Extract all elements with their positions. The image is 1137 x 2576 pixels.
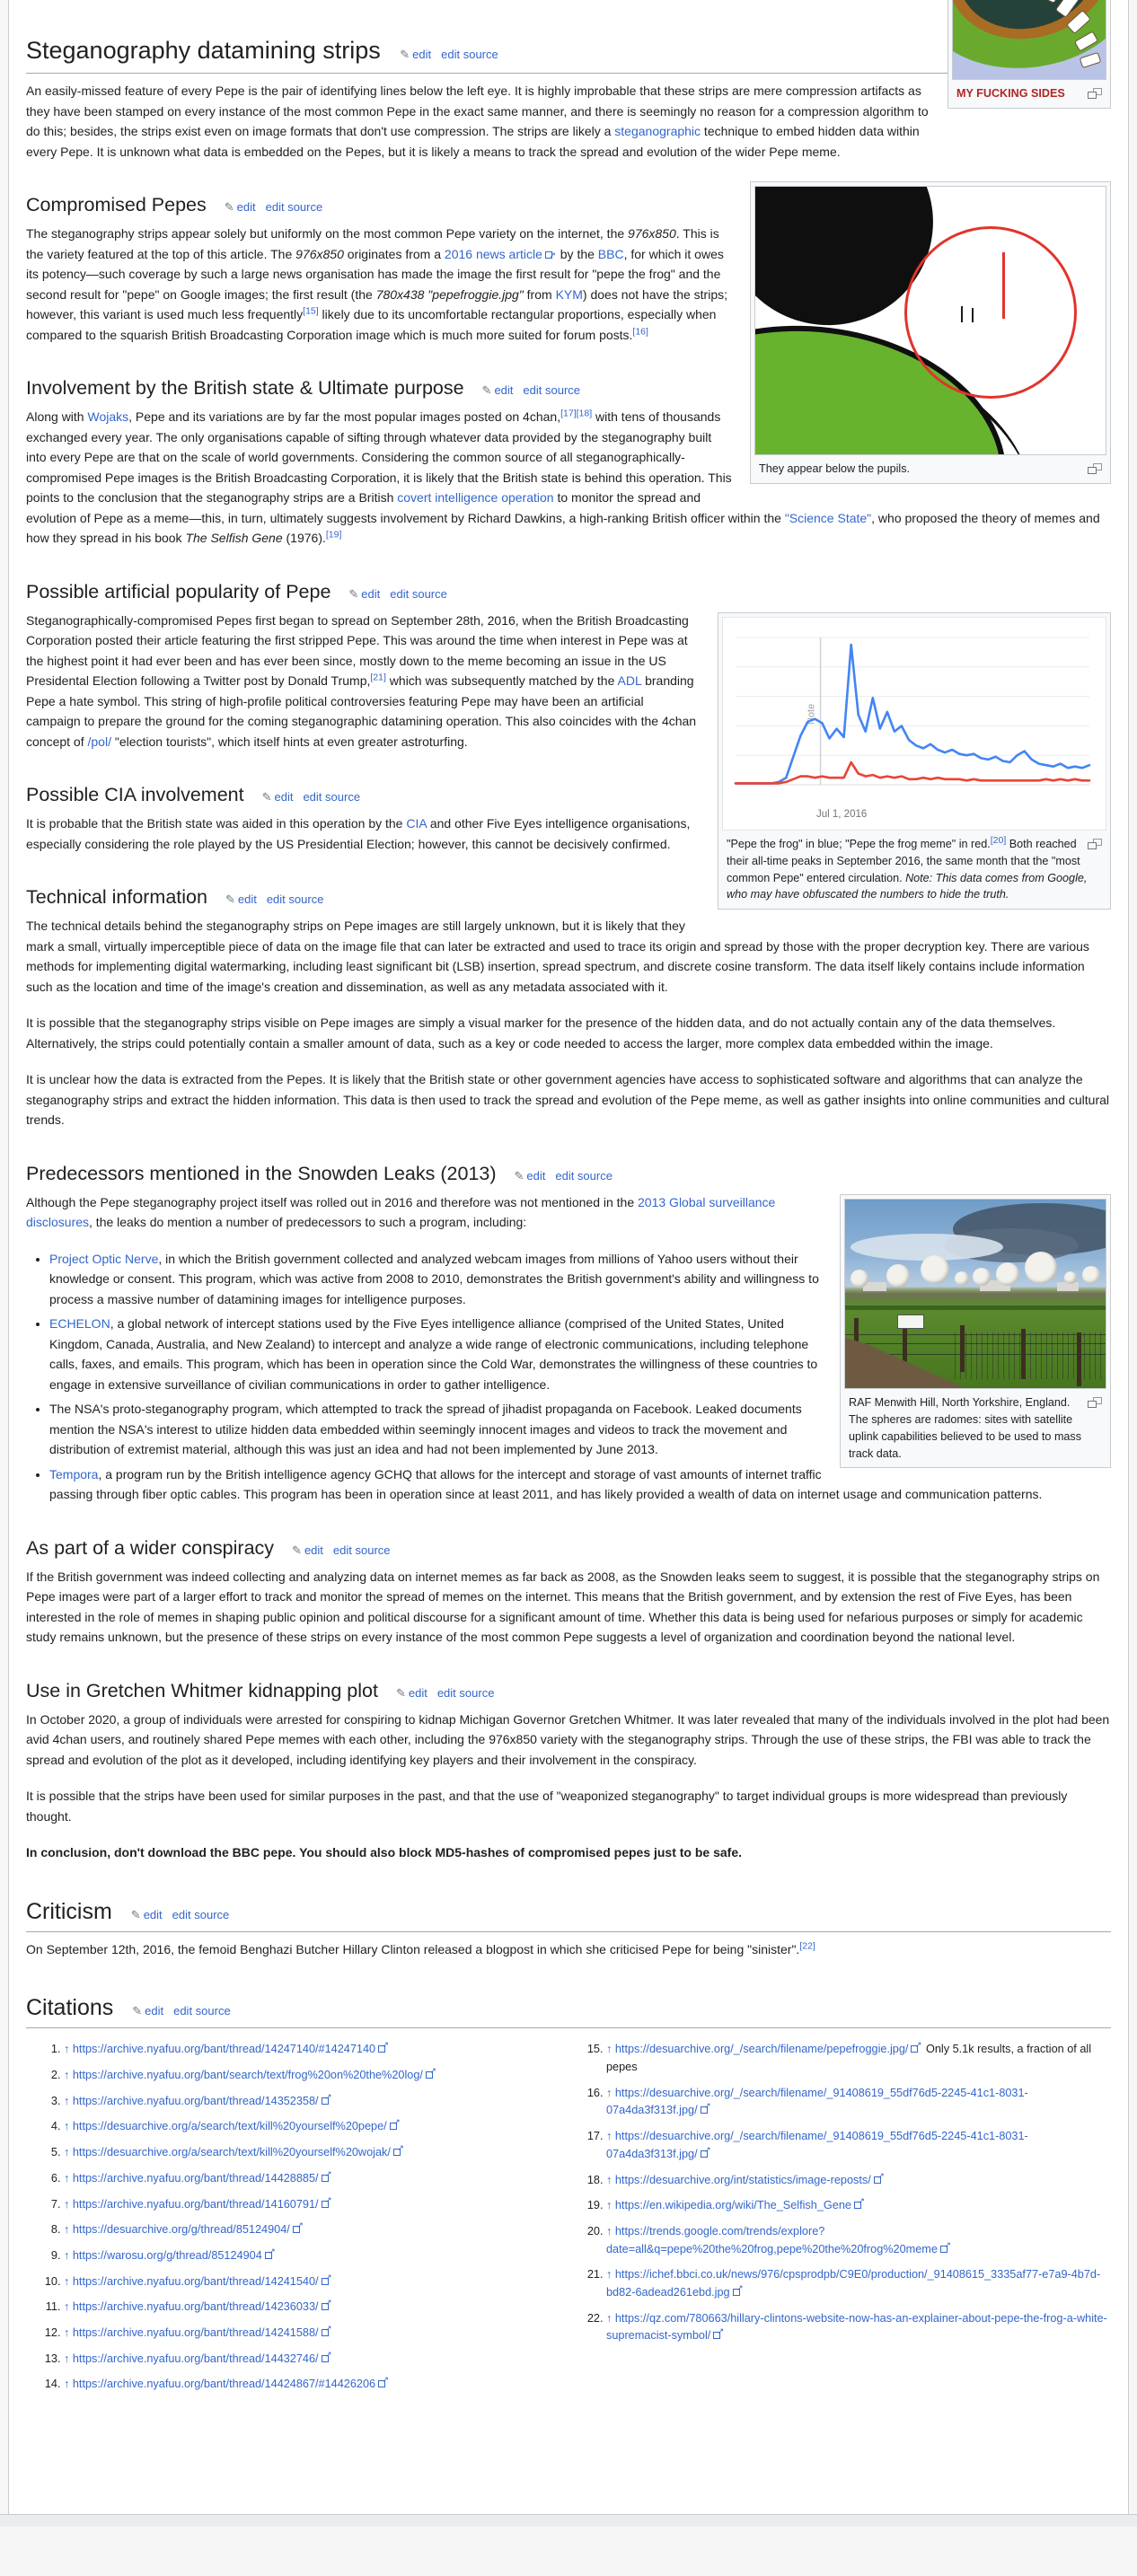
- reference-link[interactable]: [18]: [576, 408, 593, 419]
- google-trends-chart[interactable]: [722, 617, 1106, 831]
- external-link-icon: [322, 2301, 331, 2310]
- edit-source-link[interactable]: edit source: [173, 2004, 231, 2018]
- edit-section-controls: [514, 1169, 621, 1182]
- citation-url-link[interactable]: https://en.wikipedia.org/wiki/The_Selfish_Gene: [614, 2199, 851, 2212]
- external-link-icon: [322, 2327, 331, 2336]
- edit-source-link[interactable]: edit source: [266, 892, 324, 907]
- citation-url-link[interactable]: https://archive.nyafuu.org/bant/thread/14160791/: [72, 2197, 319, 2211]
- edit-pencil-icon: ✎: [224, 200, 234, 215]
- external-link-icon: [322, 2173, 331, 2182]
- heading-text: Predecessors mentioned in the Snowden Leaks (2013): [26, 1162, 497, 1184]
- external-link-icon: [322, 2096, 331, 2105]
- section-heading-whitmer: [26, 1680, 1111, 1702]
- edit-source-link[interactable]: edit source: [172, 1907, 230, 1921]
- edit-link[interactable]: edit: [408, 1685, 427, 1700]
- wiki-link[interactable]: 2013 Global surveillance disclosures: [26, 1194, 776, 1230]
- citation-url-link[interactable]: https://warosu.org/g/thread/85124904: [72, 2248, 262, 2262]
- fence-wire-shape: [845, 1334, 1106, 1335]
- wiki-link[interactable]: Project Optic Nerve: [49, 1251, 159, 1266]
- edit-link[interactable]: edit: [412, 48, 432, 61]
- citation-item: [64, 2196, 568, 2214]
- thumbnail-pepe-eye: [750, 181, 1111, 484]
- edit-section-controls: [482, 383, 590, 397]
- edit-source-link[interactable]: edit source: [555, 1168, 613, 1182]
- citation-url-link[interactable]: https://archive.nyafuu.org/bant/search/text/frog%20on%20the%20log/: [72, 2069, 423, 2082]
- edit-pencil-icon: ✎: [400, 48, 410, 61]
- edit-source-link[interactable]: edit source: [265, 200, 323, 215]
- thumbnail-trends-chart: [718, 612, 1111, 910]
- citation-url-link[interactable]: https://archive.nyafuu.org/bant/thread/14428885/: [72, 2171, 319, 2185]
- external-link-icon: [393, 2147, 403, 2156]
- heading-text: Compromised Pepes: [26, 194, 207, 216]
- citation-item: [606, 2085, 1111, 2120]
- fence-post-shape: [960, 1325, 965, 1372]
- radome-shape: [973, 1268, 991, 1286]
- reference-link[interactable]: [22]: [799, 1940, 815, 1952]
- citation-backlink-arrow[interactable]: ↑: [64, 2223, 70, 2237]
- citation-item: [606, 2128, 1111, 2163]
- citation-url-link[interactable]: https://desuarchive.org/a/search/text/kill%20yourself%20pepe/: [72, 2120, 387, 2133]
- citation-backlink-arrow[interactable]: ↑: [606, 2311, 613, 2325]
- pepe-eye-image[interactable]: [754, 186, 1106, 455]
- reference-link[interactable]: [20]: [990, 834, 1007, 846]
- external-link-icon: [322, 2353, 331, 2362]
- criticism-paragraph: On September 12th, 2016, the femoid Benghazi Butcher Hillary Clinton released a blogpost in which she criticised Pepe for being "sinister".[22]: [26, 1940, 815, 1956]
- steganography-strip-mark: [961, 306, 963, 322]
- edit-pencil-icon: ✎: [395, 1685, 406, 1700]
- citation-url-link[interactable]: https://archive.nyafuu.org/bant/thread/14352358/: [72, 2094, 319, 2107]
- annotation-red-line: [1002, 252, 1005, 319]
- external-link-icon: [378, 2378, 388, 2387]
- radome-shape: [1064, 1271, 1077, 1284]
- edit-section-controls: [396, 1686, 504, 1700]
- external-link-icon: [426, 2070, 436, 2079]
- citation-backlink-arrow[interactable]: ↑: [64, 2325, 70, 2339]
- citation-item: [606, 2310, 1111, 2345]
- radome-shape: [1082, 1266, 1100, 1284]
- citation-backlink-arrow[interactable]: ↑: [64, 2378, 70, 2391]
- edit-pencil-icon: ✎: [514, 1168, 524, 1182]
- enlarge-icon[interactable]: [1088, 839, 1102, 849]
- reference-link[interactable]: [19]: [325, 529, 342, 541]
- citation-item: [64, 2041, 568, 2059]
- radome-shape: [921, 1255, 949, 1284]
- edit-section-controls: [131, 1908, 239, 1921]
- external-link-icon: [293, 2224, 303, 2233]
- citations-column-right: [568, 2041, 1111, 2402]
- wiki-link[interactable]: KYM: [555, 286, 583, 302]
- svg-text:Note: Note: [806, 703, 817, 725]
- citation-backlink-arrow[interactable]: ↑: [606, 2086, 613, 2099]
- edit-source-link[interactable]: edit source: [436, 1685, 495, 1700]
- fence-post-shape: [1077, 1332, 1081, 1386]
- trends-chart-plot: [734, 630, 1095, 797]
- edit-pencil-icon: ✎: [132, 2004, 143, 2018]
- citation-item: [606, 2197, 1111, 2215]
- external-link-icon: [322, 2199, 331, 2208]
- citation-url-link[interactable]: https://desuarchive.org/int/statistics/image-reposts/: [614, 2173, 871, 2186]
- raf-menwith-hill-photo[interactable]: [844, 1199, 1106, 1389]
- citation-backlink-arrow[interactable]: ↑: [606, 2268, 613, 2281]
- external-link-icon: [390, 2121, 400, 2130]
- edit-section-controls: [132, 2004, 240, 2018]
- citation-item: [64, 2118, 568, 2136]
- reference-link[interactable]: [17]: [560, 408, 577, 419]
- edit-section-controls: [225, 200, 332, 214]
- edit-link[interactable]: edit: [274, 790, 294, 804]
- edit-link[interactable]: edit: [236, 200, 256, 215]
- section-heading-popularity: [26, 581, 1111, 603]
- edit-section-controls: [225, 892, 333, 906]
- predecessors-intro-paragraph: Although the Pepe steganography project itself was rolled out in 2016 and therefore was not mentioned in the 2013 Global surveillance disclosures, the leaks do mention a number of predecessors to such a program, including:: [26, 1194, 776, 1230]
- edit-pencil-icon: ✎: [481, 383, 492, 398]
- external-link-icon: [733, 2287, 743, 2296]
- citation-item: [64, 2093, 568, 2111]
- citation-url-link[interactable]: https://ichef.bbci.co.uk/news/976/cpsprodpb/C9E0/production/_91408615_3335af77-e7a9-4b7d-bd82-6adead261ebd.jpg: [606, 2268, 1101, 2299]
- citation-backlink-arrow[interactable]: ↑: [606, 2224, 613, 2238]
- involvement-paragraph: Along with Wojaks, Pepe and its variations are by far the most popular images posted on 4chan,[17][18] with tens of thousands exchanged every year. The only organisations capable of sifting through whatever data provided by the steganography built into every Pepe are that on the scale of world governments. Considering the common source of all steganographically-compromised Pepe images is the British Broadcasting Corporation, it is likely that the British state is behind this operation. This points to the conclusion that the steganography strips are a British covert intelligence operation to monitor the spread and evolution of Pepe as a meme—this, in turn, ultimately suggests involvement by Richard Dawkins, a high-ranking British officer within the "Science State", who proposed the theory of memes and how they spread in his book The Selfish Gene (1976).[19]: [26, 408, 1100, 546]
- page-title: Steganography datamining strips: [26, 37, 381, 64]
- citation-url-link[interactable]: https://archive.nyafuu.org/bant/thread/14247140/#14247140: [72, 2043, 376, 2056]
- citation-backlink-arrow[interactable]: ↑: [64, 2248, 70, 2262]
- citation-item: [606, 2223, 1111, 2258]
- external-link-icon: [713, 2330, 723, 2339]
- section-heading-criticism: [26, 1899, 1111, 1932]
- thumbnail-caption: [952, 80, 1106, 104]
- citation-item: 15. ↑ https://desuarchive.org/_/search/filename/pepefroggie.jpg/↗ Only 5.1k results, a fraction of all pepes: [606, 2041, 1111, 2076]
- caption-text: They appear below the pupils.: [759, 462, 911, 476]
- thumbnail-caption: [754, 455, 1106, 479]
- citations-ol-left: [26, 2041, 568, 2394]
- annotation-circle: [904, 226, 1077, 399]
- external-link-icon: [854, 2200, 864, 2209]
- radome-shape: [955, 1271, 969, 1286]
- citation-backlink-arrow[interactable]: ↑: [606, 2173, 613, 2186]
- fence-post-shape: [1021, 1329, 1026, 1379]
- edit-source-link[interactable]: edit source: [523, 383, 581, 398]
- popularity-paragraph: Steganographically-compromised Pepes first began to spread on September 28th, 2016, when the British Broadcasting Corporation posted their article featuring the first stripped Pepe. This was around the time when interest in Pepe was at the highest point it had ever been and has ever been since, mostly down to the meme becoming an issue in the US Presidental Election following a Twitter post by Donald Trump,[21] which was subsequently matched by the ADL branding Pepe a hate symbol. This string of high-profile political controversies featuring Pepe may have been an artificial campaign to prepare the ground for the coming steganographic datamining operation. This also coincides with the 4chan concept of /pol/ "election tourists", which itself hints at even greater astroturfing.: [26, 612, 697, 749]
- citation-backlink-arrow[interactable]: ↑: [64, 2352, 70, 2365]
- heading-text: Use in Gretchen Whitmer kidnapping plot: [26, 1679, 378, 1701]
- citation-backlink-arrow[interactable]: ↑: [64, 2146, 70, 2159]
- citation-item: [64, 2325, 568, 2343]
- edit-link[interactable]: edit: [526, 1168, 546, 1182]
- citation-backlink-arrow[interactable]: ↑: [606, 2199, 613, 2212]
- external-link-icon: [940, 2244, 950, 2253]
- compromised-paragraph: The steganography strips appear solely but uniformly on the most common Pepe variety on the internet, the 976x850. This is the variety featured at the top of this article. The 976x850 originates from a 2016 news article↗ by the BBC, for which it owes its potency—such coverage by such a large news organisation has made the image the first result for "pepe the frog" and the second result for "pepe" on Google images; the first result (the 780x438 "pepefroggie.jpg" from KYM) does not have the strips; however, this variant is used much less frequently[15] likely due to its uncomfortable rectangular proportions, especially when compared to the squarish British Broadcasting Corporation image which is much more suited for forum posts.[16]: [26, 224, 1111, 345]
- citation-backlink-arrow[interactable]: ↑: [64, 2043, 70, 2056]
- citations-ol-right: [568, 2041, 1111, 2345]
- fence-mesh-shape: [955, 1332, 1106, 1379]
- thumbnail-raf-menwith-hill: [840, 1194, 1111, 1469]
- reference-link[interactable]: [21]: [370, 672, 386, 683]
- caption-text: "Pepe the frog" in blue; "Pepe the frog meme" in red.[20] Both reached their all-time peaks in September 2016, the same month that the "most common Pepe" entered circulation. Note: This data comes from Google, who may have obfuscated the numbers to hide the truth.: [727, 834, 1088, 901]
- edit-pencil-icon: ✎: [225, 892, 235, 907]
- section-heading-predecessors: [26, 1163, 1111, 1185]
- edit-pencil-icon: ✎: [261, 790, 272, 804]
- citation-backlink-arrow[interactable]: ↑: [64, 2094, 70, 2107]
- wiki-link[interactable]: Wojaks: [87, 409, 129, 425]
- radome-shape: [886, 1264, 910, 1288]
- citation-item: [64, 2299, 568, 2317]
- thumbnail-caption: [722, 831, 1106, 906]
- citation-item: [64, 2376, 568, 2394]
- list-item-optic-nerve: • Project Optic Nerve, in which the British government collected and analyzed webcam images from millions of Yahoo users without their knowledge or consent. This program, which was active from 2008 to 2010, demonstrates the British government's ability and willingness to process a massive number of datamining images for intelligence purposes.: [49, 1249, 1111, 1310]
- edit-link[interactable]: edit: [237, 892, 257, 907]
- whitmer-paragraph-1: In October 2020, a group of individuals were arrested for conspiring to kidnap Michigan Governor Gretchen Whitmer. It was later revealed that many of the individuals involved in the plot had been avid 4chan users, and routinely shared Pepe memes with each other, including the 976x850 variety with the steganography strips. Through the use of these strips, the FBI was able to track the spread and evolution of the plot as it developed, including identifying key players and their involvement in the conspiracy.: [26, 1711, 1110, 1767]
- citation-backlink-arrow[interactable]: ↑: [64, 2171, 70, 2185]
- citation-item: [64, 2273, 568, 2291]
- citation-url-link[interactable]: https://desuarchive.org/g/thread/85124904/: [72, 2223, 290, 2237]
- whitmer-paragraph-2: It is possible that the strips have been used for similar purposes in the past, and that the use of "weaponized steganography" to target individual groups is more widespread than previously thought.: [26, 1789, 1068, 1824]
- edit-link[interactable]: edit: [494, 383, 514, 398]
- edit-section-controls: [292, 1543, 400, 1557]
- reference-link[interactable]: [15]: [303, 305, 319, 317]
- citation-item: [64, 2221, 568, 2239]
- external-link-icon: [874, 2175, 884, 2184]
- reference-link[interactable]: [16]: [632, 326, 648, 338]
- citation-backlink-arrow[interactable]: ↑: [64, 2274, 70, 2288]
- edit-link[interactable]: edit: [361, 586, 381, 601]
- wiki-link[interactable]: ECHELON: [49, 1316, 110, 1332]
- citations-list: [26, 2041, 1111, 2402]
- thumbnail-pepe-mouth: [948, 0, 1111, 109]
- external-link-icon: [378, 2044, 388, 2053]
- conclusion-paragraph: In conclusion, don't download the BBC pepe. You should also block MD5-hashes of compromised pepes just to be safe.: [26, 1845, 743, 1860]
- edit-source-link[interactable]: edit source: [332, 1543, 391, 1557]
- radome-shape: [851, 1270, 868, 1288]
- citation-item: [64, 2144, 568, 2162]
- citation-backlink-arrow[interactable]: ↑: [64, 2120, 70, 2133]
- heading-text: As part of a wider conspiracy: [26, 1536, 275, 1559]
- external-link-icon: [701, 2105, 710, 2114]
- heading-text: Technical information: [26, 886, 207, 909]
- caption-text: RAF Menwith Hill, North Yorkshire, England. The spheres are radomes: sites with satellite uplink capabilities believed to be used to mass track data.: [849, 1395, 1082, 1460]
- page-footer-strip: [0, 2514, 1137, 2527]
- wiki-link[interactable]: steganographic: [614, 124, 701, 139]
- citation-backlink-arrow[interactable]: ↑: [64, 2197, 70, 2211]
- citation-url-link[interactable]: https://archive.nyafuu.org/bant/thread/14241588/: [72, 2325, 319, 2339]
- radome-shape: [1025, 1252, 1057, 1284]
- edit-section-controls: [400, 48, 507, 61]
- technical-paragraph-3: It is unclear how the data is extracted from the Pepes. It is likely that the British state or other government agencies have access to sophisticated software and algorithms that can analyze the steganography strips and extract the hidden information. This data is then used to track the spread and evolution of the Pepe meme, as well as gather insights into online communities and cultural trends.: [26, 1072, 1109, 1128]
- hedge-line-shape: [845, 1306, 1106, 1310]
- wiki-link[interactable]: "Science State": [784, 510, 872, 525]
- citation-url-link[interactable]: https://archive.nyafuu.org/bant/thread/14236033/: [72, 2300, 319, 2314]
- external-link-icon: [911, 2044, 921, 2053]
- wiki-link[interactable]: CIA: [406, 816, 427, 831]
- citation-item: [64, 2351, 568, 2369]
- citation-backlink-arrow[interactable]: ↑: [606, 2043, 613, 2056]
- section-heading-conspiracy: [26, 1537, 1111, 1560]
- citation-url-link[interactable]: https://desuarchive.org/a/search/text/kill%20yourself%20wojak/: [72, 2146, 391, 2159]
- external-link-icon: [322, 2276, 331, 2285]
- citation-item: [64, 2170, 568, 2188]
- citation-backlink-arrow[interactable]: ↑: [64, 2300, 70, 2314]
- steganography-strip-mark: [972, 308, 974, 322]
- citation-url-link[interactable]: https://desuarchive.org/_/search/filename/_91408619_55df76d5-2245-41c1-8031-07a4da3f313f.jpg/: [606, 2130, 1028, 2160]
- technical-paragraph-2: It is possible that the steganography strips visible on Pepe images are simply a visual marker for the presence of the hidden data, and do not actually contain any of the data themselves. Alternatively, the strips could potentially contain a smaller amount of data, such as a key or code needed to access the larger, more complex data embedded within the image.: [26, 1015, 1056, 1051]
- edit-source-link[interactable]: edit source: [303, 790, 361, 804]
- fence-wire-shape: [845, 1343, 1106, 1344]
- external-link-icon: [545, 250, 555, 259]
- edit-link[interactable]: edit: [143, 1907, 163, 1921]
- citation-backlink-arrow[interactable]: ↑: [64, 2069, 70, 2082]
- edit-source-link[interactable]: edit source: [390, 586, 447, 601]
- edit-pencil-icon: ✎: [292, 1543, 302, 1557]
- article-content: [8, 0, 1129, 2514]
- enlarge-icon[interactable]: [1088, 463, 1102, 474]
- enlarge-icon[interactable]: [1088, 88, 1102, 99]
- enlarge-icon[interactable]: [1088, 1397, 1102, 1408]
- heading-text: Possible artificial popularity of Pepe: [26, 580, 331, 602]
- conspiracy-paragraph: If the British government was indeed collecting and analyzing data on internet memes as far back as 2008, as the Snowden leaks seem to suggest, it is possible that the steganography strips on Pepe images were part of a larger effort to track and monitor the spread of memes on the internet. This means that the British government, and by extension the rest of Five Eyes, has been interested in the role of memes in shaping public opinion and political discourse for a significant amount of time. Whether this data is being used for nefarious purposes or simply for academic study remains unknown, but the presence of these strips on every instance of the most common Pepe suggests a level of organization and coordination beyond the national level.: [26, 1569, 1100, 1645]
- heading-text: Criticism: [26, 1898, 112, 1924]
- edit-pencil-icon: ✎: [130, 1907, 141, 1921]
- citation-item: [606, 2266, 1111, 2301]
- tooth-shape: [1080, 52, 1102, 68]
- list-item-echelon: • ECHELON, a global network of intercept stations used by the Five Eyes intelligence alliance (comprised of the United States, United Kingdom, Canada, Australia, and New Zealand) to intercept and analyze a wide range of electronic communications, including telephone calls, faxes, and emails. This program, which has been in operation since the Cold War, demonstrates the willingness of these countries to engage in extensive surveillance of civilian communications in order to gather intelligence.: [49, 1314, 1111, 1394]
- citation-url-link[interactable]: https://desuarchive.org/_/search/filename/pepefroggie.jpg/: [614, 2043, 909, 2056]
- external-link[interactable]: 2016 news article: [444, 246, 542, 261]
- thumbnail-caption: [844, 1389, 1106, 1464]
- citation-url-link[interactable]: https://desuarchive.org/_/search/filename/_91408619_55df76d5-2245-41c1-8031-07a4da3f313f.jpg/: [606, 2086, 1028, 2117]
- citation-url-link[interactable]: https://archive.nyafuu.org/bant/thread/14432746/: [72, 2352, 319, 2365]
- list-item-tempora: • Tempora, a program run by the British intelligence agency GCHQ that allows for the intercept and storage of vast amounts of internet traffic passing through fiber optic cables. This program has been in operation since at least 2011, and has likely provided a wealth of data on internet usage and communication patterns.: [49, 1464, 1111, 1505]
- citation-backlink-arrow[interactable]: ↑: [606, 2130, 613, 2143]
- external-link-icon: [701, 2149, 710, 2158]
- citation-url-link[interactable]: https://qz.com/780663/hillary-clintons-website-now-has-an-explainer-about-pepe-the-frog-a-white-supremacist-symbol/: [606, 2311, 1107, 2343]
- edit-pencil-icon: ✎: [348, 586, 359, 601]
- heading-text: Citations: [26, 1995, 114, 2021]
- x-axis-tick-label: Jul 1, 2016: [816, 808, 868, 820]
- citation-item: [606, 2172, 1111, 2190]
- pepe-mouth-image[interactable]: [952, 0, 1106, 80]
- wiki-link[interactable]: ADL: [617, 673, 642, 689]
- wiki-link[interactable]: BBC: [597, 246, 624, 261]
- section-heading-citations: [26, 1995, 1111, 2028]
- list-item-nsa-program: • The NSA's proto-steganography program, which attempted to track the spread of jihadist propaganda on Facebook. Leaked documents mention the NSA's interest to utilize hidden data embedded within seemingly innocent images and videos to track the movement and distribution of extremist material, although this was just an idea and had not been implemented by June 2013.: [49, 1399, 1111, 1460]
- intro-paragraph: An easily-missed feature of every Pepe is the pair of identifying lines below the left eye. It is highly improbable that these strips are mere compression artifacts as they have been stamped on every instance of the most common Pepe in the exact same manner, and there is seemingly no reason for a compression algorithm to do this; besides, the strips exist even on image formats that don't use compression. The strips are likely a steganographic technique to embed hidden data within every Pepe. It is unknown what data is embedded on the Pepes, but it is likely a means to track the spread and evolution of the wider Pepe meme.: [26, 84, 929, 159]
- edit-section-controls: [348, 587, 456, 601]
- caption-text: MY FUCKING SIDES: [956, 87, 1065, 100]
- citation-url-link[interactable]: https://archive.nyafuu.org/bant/thread/14241540/: [72, 2274, 319, 2288]
- citation-item: [64, 2067, 568, 2085]
- wiki-link[interactable]: covert intelligence operation: [397, 490, 554, 506]
- edit-section-controls: [262, 790, 370, 804]
- edit-link[interactable]: edit: [304, 1543, 323, 1557]
- heading-text: Possible CIA involvement: [26, 784, 244, 806]
- edit-source-link[interactable]: edit source: [441, 48, 498, 61]
- external-link-icon: [265, 2250, 275, 2259]
- technical-paragraph-1: The technical details behind the steganography strips on Pepe images are still largely unknown, but it is likely that they mark a small, virtually imperceptible piece of data on the image file that can later be extracted and used to trace its origin and spread by those with the proper decryption key. There are various methods for implementing digital watermarking, including least significant bit (LSB) insertion, spread spectrum, and discrete cosine transform. The data itself likely contains include information such as the location and time of the image's creation and dissemination, as well as any metadata associated with it.: [26, 919, 1089, 994]
- heading-text: Involvement by the British state & Ultimate purpose: [26, 377, 464, 400]
- cia-paragraph: It is probable that the British state was aided in this operation by the CIA and other Five Eyes intelligence organisations, especially considering the role played by the US Presidential Election; however, this cannot be decisively confirmed.: [26, 816, 691, 851]
- citation-item: [64, 2247, 568, 2265]
- sign-shape: [897, 1314, 924, 1329]
- wiki-link[interactable]: /pol/: [87, 734, 111, 749]
- wiki-link[interactable]: Tempora: [49, 1466, 99, 1481]
- radome-shape: [996, 1262, 1019, 1286]
- citations-column-left: [26, 2041, 568, 2402]
- citation-url-link[interactable]: https://trends.google.com/trends/explore?date=all&q=pepe%20the%20frog,pepe%20the%20frog%20meme: [606, 2224, 938, 2255]
- edit-link[interactable]: edit: [145, 2004, 164, 2018]
- citation-url-link[interactable]: https://archive.nyafuu.org/bant/thread/14424867/#14426206: [72, 2378, 376, 2391]
